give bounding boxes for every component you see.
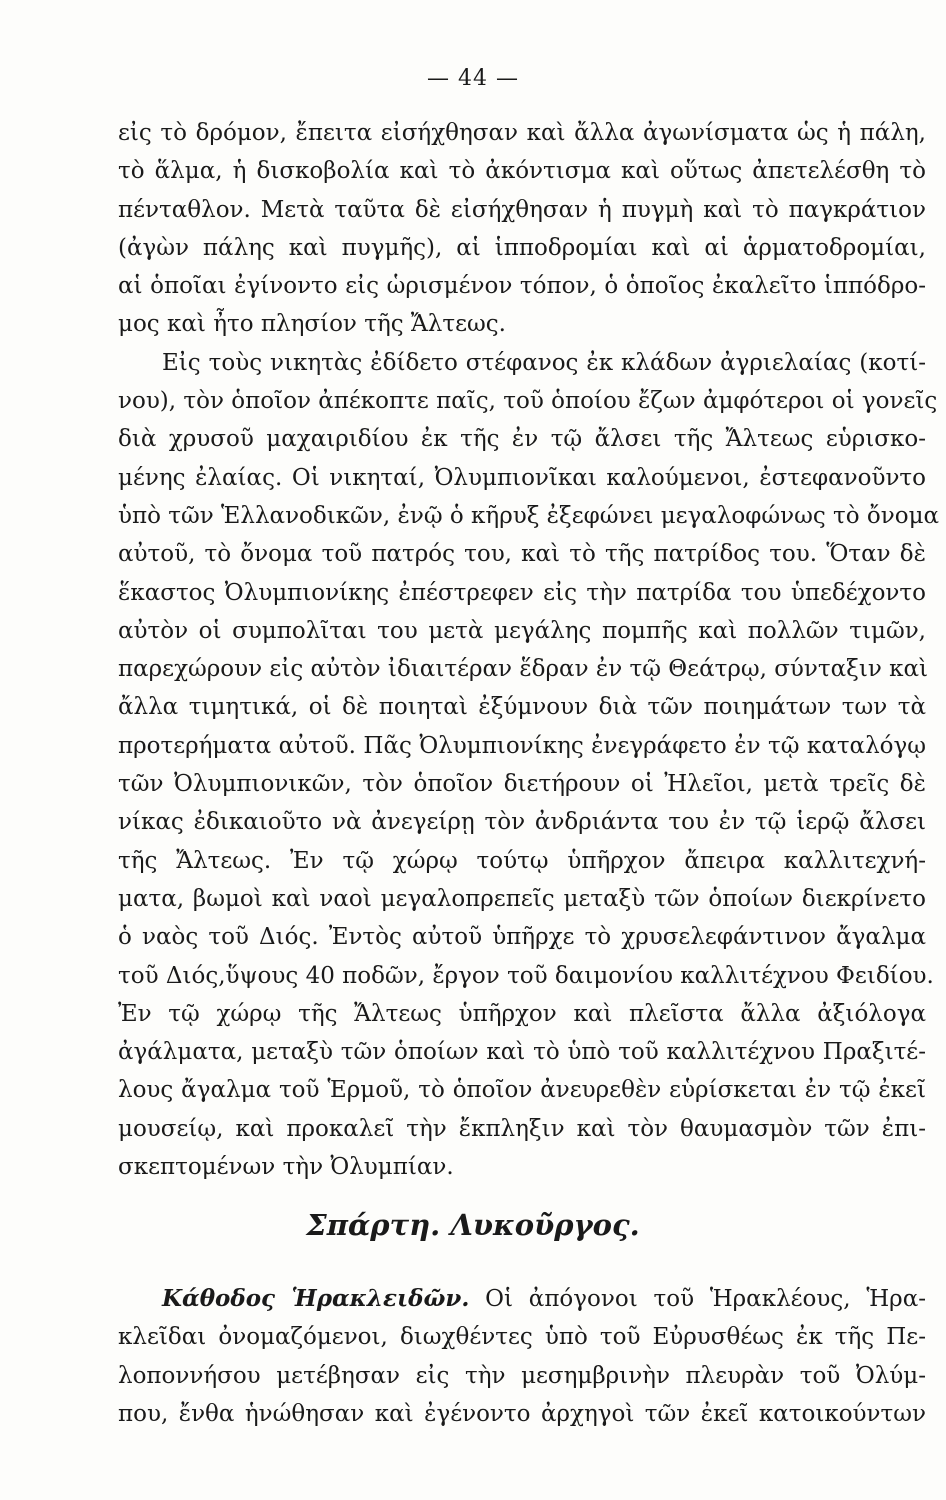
text-line: τῆς Ἄλτεως. Ἐν τῷ χώρῳ τούτῳ ὑπῆρχον ἄπειρα καλλιτεχνή- xyxy=(118,847,926,874)
text-line: Ἐν τῷ χώρῳ τῆς Ἄλτεως ὑπῆρχον καὶ πλεῖστα ἄλλα ἀξιόλογα xyxy=(118,1000,926,1027)
run-in-heading: Κάθοδος Ἡρακλειδῶν. xyxy=(162,1285,470,1312)
section-heading: Σπάρτη. Λυκοῦργος. xyxy=(306,1208,640,1242)
text-line: τοῦ Διός,ὕψους 40 ποδῶν, ἔργον τοῦ δαιμονίου καλλιτέχνου Φειδίου. xyxy=(118,962,934,989)
text-line: τῶν Ὀλυμπιονικῶν, τὸν ὁποῖον διετήρουν οἱ Ἠλεῖοι, μετὰ τρεῖς δὲ xyxy=(118,771,926,798)
text-line: εἰς τὸ δρόμον, ἔπειτα εἰσήχθησαν καὶ ἄλλα ἀγωνίσματα ὡς ἡ πάλη, xyxy=(118,120,926,146)
text-line: λους ἄγαλμα τοῦ Ἑρμοῦ, τὸ ὁποῖον ἀνευρεθὲν εὑρίσκεται ἐν τῷ ἐκεῖ xyxy=(118,1077,926,1104)
text-line: προτερήματα αὐτοῦ. Πᾶς Ὀλυμπιονίκης ἐνεγράφετο ἐν τῷ καταλόγῳ xyxy=(118,732,926,759)
text-line: αὐτὸν οἱ συμπολῖται του μετὰ μεγάλης πομπῆς καὶ πολλῶν τιμῶν, xyxy=(118,617,926,644)
text-line: (ἀγὼν πάλης καὶ πυγμῆς), αἱ ἱπποδρομίαι καὶ αἱ ἁρματοδρομίαι, xyxy=(118,234,926,261)
text-line: σκεπτομένων τὴν Ὀλυμπίαν. xyxy=(118,1154,454,1181)
text-line: ἄλλα τιμητικά, οἱ δὲ ποιηταὶ ἐξύμνουν διὰ τῶν ποιημάτων των τὰ xyxy=(118,694,926,721)
text-line: νίκας ἐδικαιοῦτο νὰ ἀνεγείρῃ τὸν ἀνδριάντα του ἐν τῷ ἱερῷ ἄλσει xyxy=(118,809,926,836)
text-line: μος καὶ ἦτο πλησίον τῆς Ἄλτεως. xyxy=(118,311,506,338)
text-line: ὁ ναὸς τοῦ Διός. Ἐντὸς αὐτοῦ ὑπῆρχε τὸ χρυσελεφάντινον ἄγαλμα xyxy=(118,924,926,951)
text-line: αἱ ὁποῖαι ἐγίνοντο εἰς ὡρισμένον τόπον, ὁ ὁποῖος ἐκαλεῖτο ἱππόδρο- xyxy=(118,273,926,300)
text-line: ματα, βωμοὶ καὶ ναοὶ μεγαλοπρεπεῖς μεταξὺ τῶν ὁποίων διεκρίνετο xyxy=(118,885,926,912)
text-line: λοποννήσου μετέβησαν εἰς τὴν μεσημβρινὴν πλευρὰν τοῦ Ὀλύμ- xyxy=(118,1362,926,1389)
text-line: Εἰς τοὺς νικητὰς ἐδίδετο στέφανος ἐκ κλάδων ἀγριελαίας (κοτί- xyxy=(162,349,926,376)
body-text-continued xyxy=(118,1280,926,1433)
page-number: — 44 — xyxy=(427,66,519,91)
text-line: μουσείῳ, καὶ προκαλεῖ τὴν ἔκπληξιν καὶ τὸν θαυμασμὸν τῶν ἐπι- xyxy=(118,1115,926,1142)
text-line: παρεχώρουν εἰς αὐτὸν ἰδιαιτέραν ἕδραν ἐν τῷ Θεάτρῳ, σύνταξιν καὶ xyxy=(118,656,929,683)
text-run: Οἱ ἀπόγονοι τοῦ Ἡρακλέους, Ἡρα- xyxy=(469,1286,926,1312)
body-text xyxy=(118,114,940,1186)
text-line: κλεῖδαι ὀνομαζόμενοι, διωχθέντες ὑπὸ τοῦ Εὐρυσθέως ἐκ τῆς Πε- xyxy=(118,1324,926,1351)
text-line: νου), τὸν ὁποῖον ἀπέκοπτε παῖς, τοῦ ὁποίου ἔζων ἀμφότεροι οἱ γονεῖς xyxy=(118,388,938,415)
text-line xyxy=(118,1280,926,1318)
text-line: μένης ἐλαίας. Οἱ νικηταί, Ὀλυμπιονῖκαι καλούμενοι, ἐστεφανοῦντο xyxy=(118,464,926,491)
text-line: ὑπὸ τῶν Ἑλλανοδικῶν, ἐνῷ ὁ κῆρυξ ἐξεφώνει μεγαλοφώνως τὸ ὄνομα xyxy=(118,502,940,529)
text-line: τὸ ἅλμα, ἡ δισκοβολία καὶ τὸ ἀκόντισμα καὶ οὕτως ἀπετελέσθη τὸ xyxy=(118,158,926,185)
text-line: που, ἔνθα ἡνώθησαν καὶ ἐγένοντο ἀρχηγοὶ τῶν ἐκεῖ κατοικούντων xyxy=(118,1400,926,1427)
text-line: διὰ χρυσοῦ μαχαιριδίου ἐκ τῆς ἐν τῷ ἄλσει τῆς Ἄλτεως εὑρισκο- xyxy=(118,426,926,453)
text-line: πένταθλον. Μετὰ ταῦτα δὲ εἰσήχθησαν ἡ πυγμὴ καὶ τὸ παγκράτιον xyxy=(118,196,926,223)
text-line: αὐτοῦ, τὸ ὄνομα τοῦ πατρός του, καὶ τὸ τῆς πατρίδος του. Ὅταν δὲ xyxy=(118,541,926,568)
text-line: ἕκαστος Ὀλυμπιονίκης ἐπέστρεφεν εἰς τὴν πατρίδα του ὑπεδέχοντο xyxy=(118,579,926,606)
text-line: ἀγάλματα, μεταξὺ τῶν ὁποίων καὶ τὸ ὑπὸ τοῦ καλλιτέχνου Πραξιτέ- xyxy=(118,1039,926,1066)
